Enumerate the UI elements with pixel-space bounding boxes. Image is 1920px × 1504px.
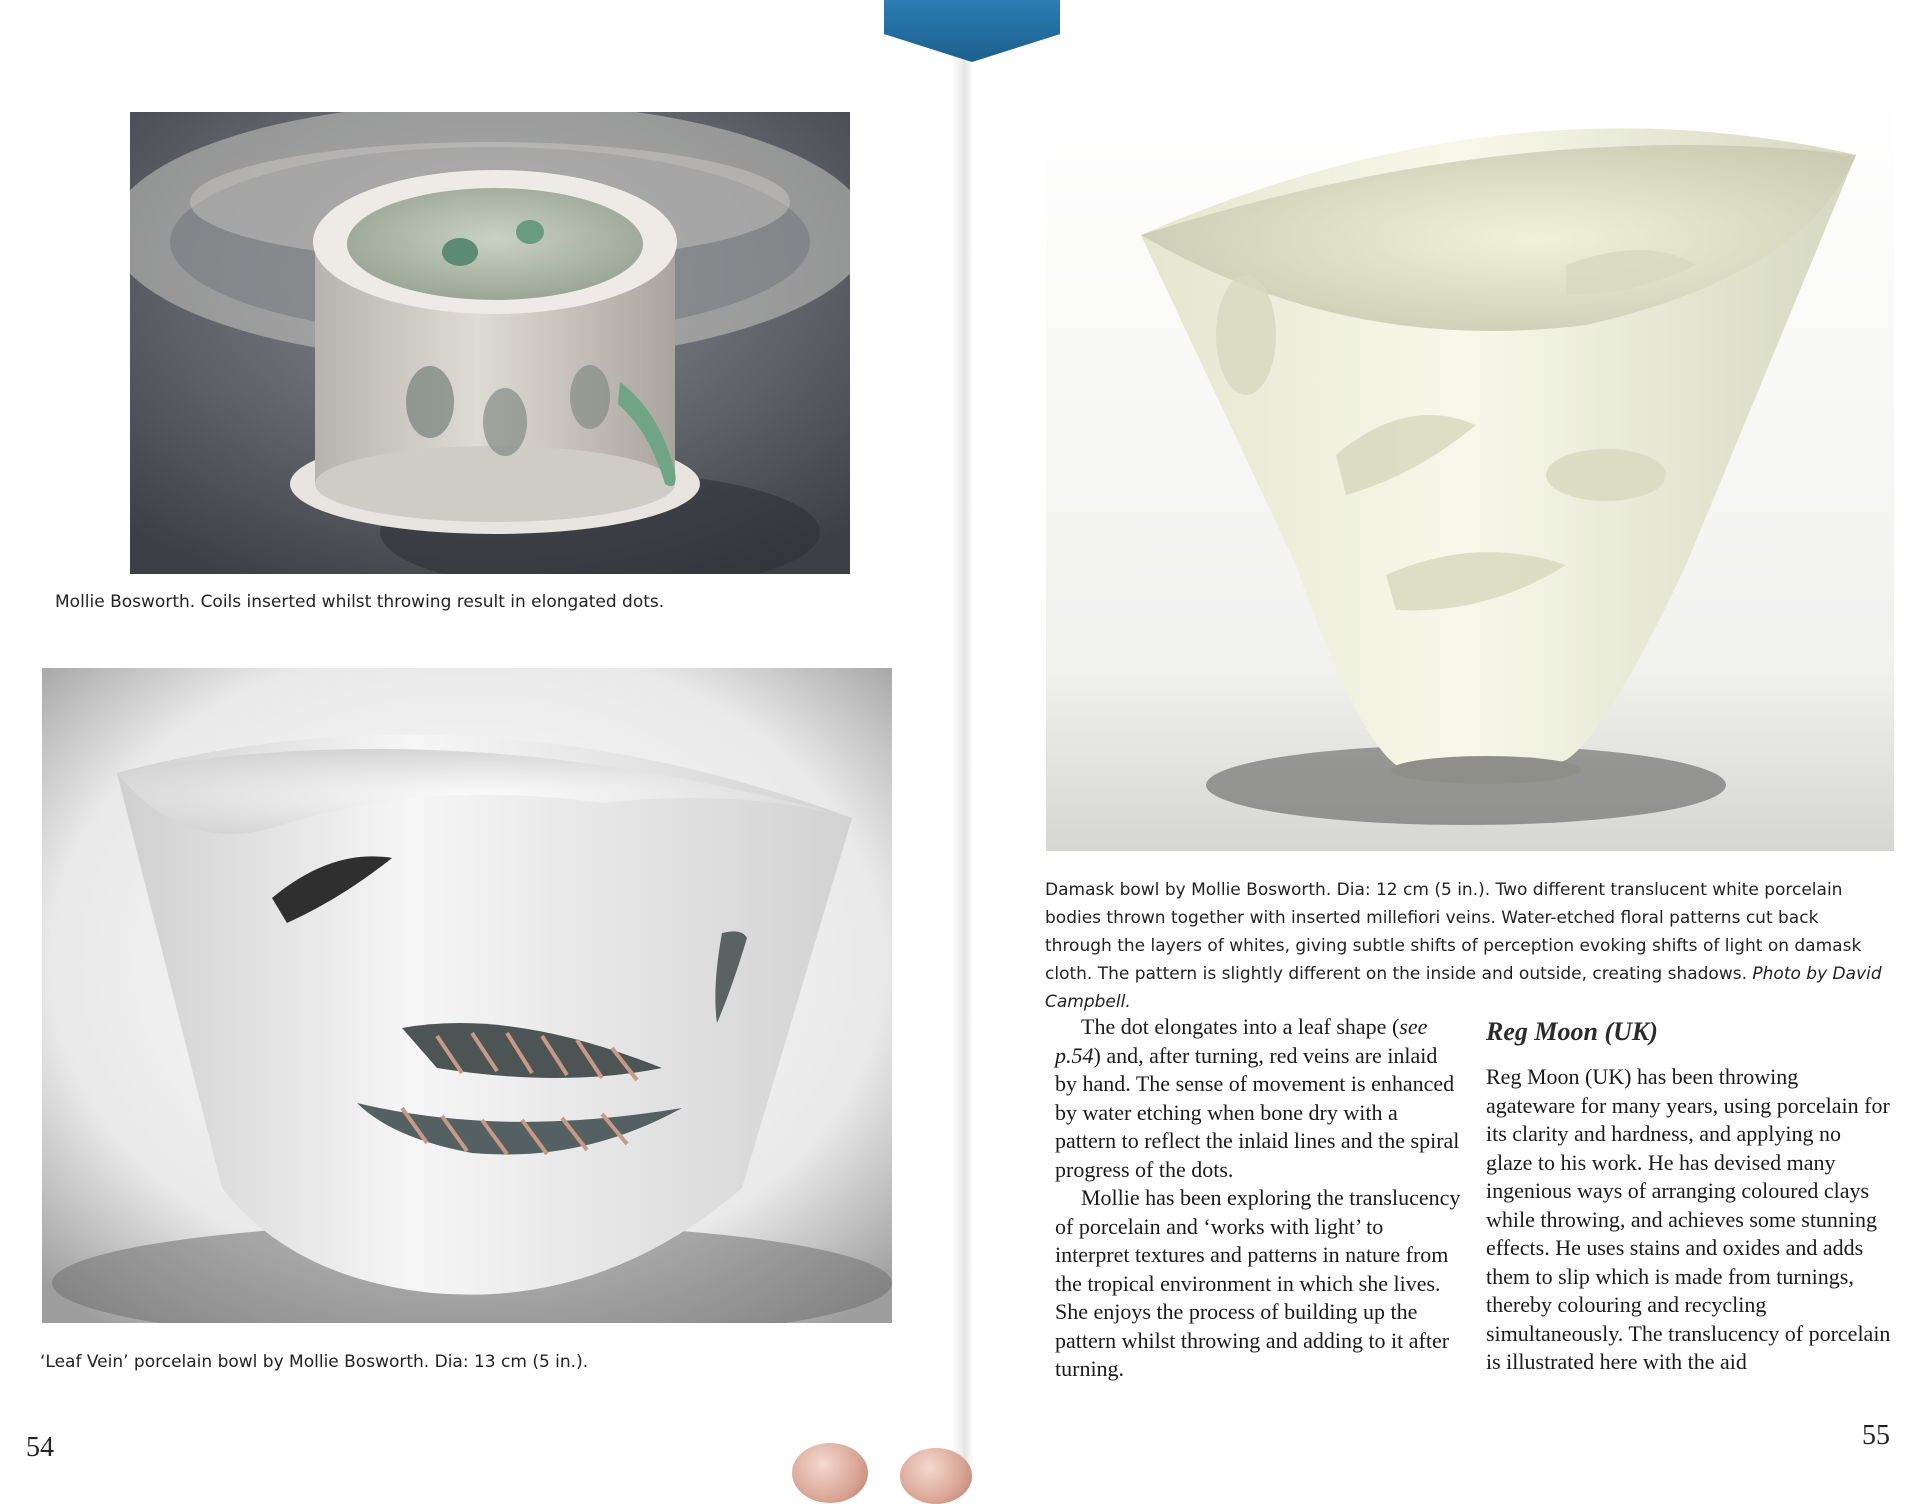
page-number-right: 55 bbox=[1862, 1420, 1890, 1451]
photo-pot-on-wheel bbox=[130, 112, 850, 574]
photo-credit: Photo by David Campbell. bbox=[1045, 964, 1882, 1012]
thumb-left bbox=[792, 1443, 868, 1503]
photo-leaf-vein-bowl bbox=[42, 668, 892, 1323]
photo-damask-bowl bbox=[1046, 95, 1894, 851]
figure-caption-2: ‘Leaf Vein’ porcelain bowl by Mollie Bosworth. Dia: 13 cm (5 in.). bbox=[40, 1352, 589, 1372]
cross-reference: see p.54 bbox=[1055, 1014, 1428, 1068]
section-heading-reg-moon: Reg Moon (UK) bbox=[1486, 1017, 1658, 1046]
paragraph-translucency: Mollie has been exploring the translucency of porcelain and ‘works with light’ to interpret textures and patterns in nature from the tropical environment in which she lives. She enjoys the process of building up the pattern whilst throwing and adding to it after turning. bbox=[1055, 1185, 1461, 1381]
paragraph-leaf-shape-start: The dot elongates into a leaf shape ( bbox=[1081, 1014, 1400, 1039]
thumb-right bbox=[900, 1448, 972, 1504]
body-column-2 bbox=[1486, 1063, 1892, 1377]
page-number-left: 54 bbox=[26, 1432, 54, 1463]
figure-caption-3 bbox=[1045, 876, 1885, 1016]
right-page bbox=[962, 0, 1920, 1483]
figure-caption-3-text: Damask bowl by Mollie Bosworth. Dia: 12 cm (5 in.). Two different translucent white porcelain bodies thrown together with inserted millefiori veins. Water-etched floral patterns cut back through the layers of whites, giving subtle shifts of perception evoking shifts of light on damask cloth. The pattern is slightly different on the inside and outside, creating shadows. bbox=[1045, 880, 1862, 984]
body-column-1 bbox=[1055, 1013, 1463, 1384]
paragraph-leaf-shape bbox=[1055, 1013, 1463, 1184]
paragraph-reg-moon: Reg Moon (UK) has been throwing agateware for many years, using porcelain for its clarity and hardness, and applying no glaze to his work. He has devised many ingenious ways of arranging coloured clays while throwing, and achieves some stunning effects. He uses stains and oxides and adds them to slip which is made from turnings, thereby colouring and recycling simultaneously. The translucency of porcelain is illustrated here with the aid bbox=[1486, 1064, 1891, 1374]
paragraph-leaf-shape-end: ) and, after turning, red veins are inlaid by hand. The sense of movement is enhanced by water etching when bone dry with a pattern to reflect the inlaid lines and the spiral progress of the dots. bbox=[1055, 1042, 1460, 1182]
left-page bbox=[0, 0, 962, 1483]
book-gutter bbox=[952, 0, 974, 1483]
figure-caption-1: Mollie Bosworth. Coils inserted whilst throwing result in elongated dots. bbox=[55, 592, 665, 612]
